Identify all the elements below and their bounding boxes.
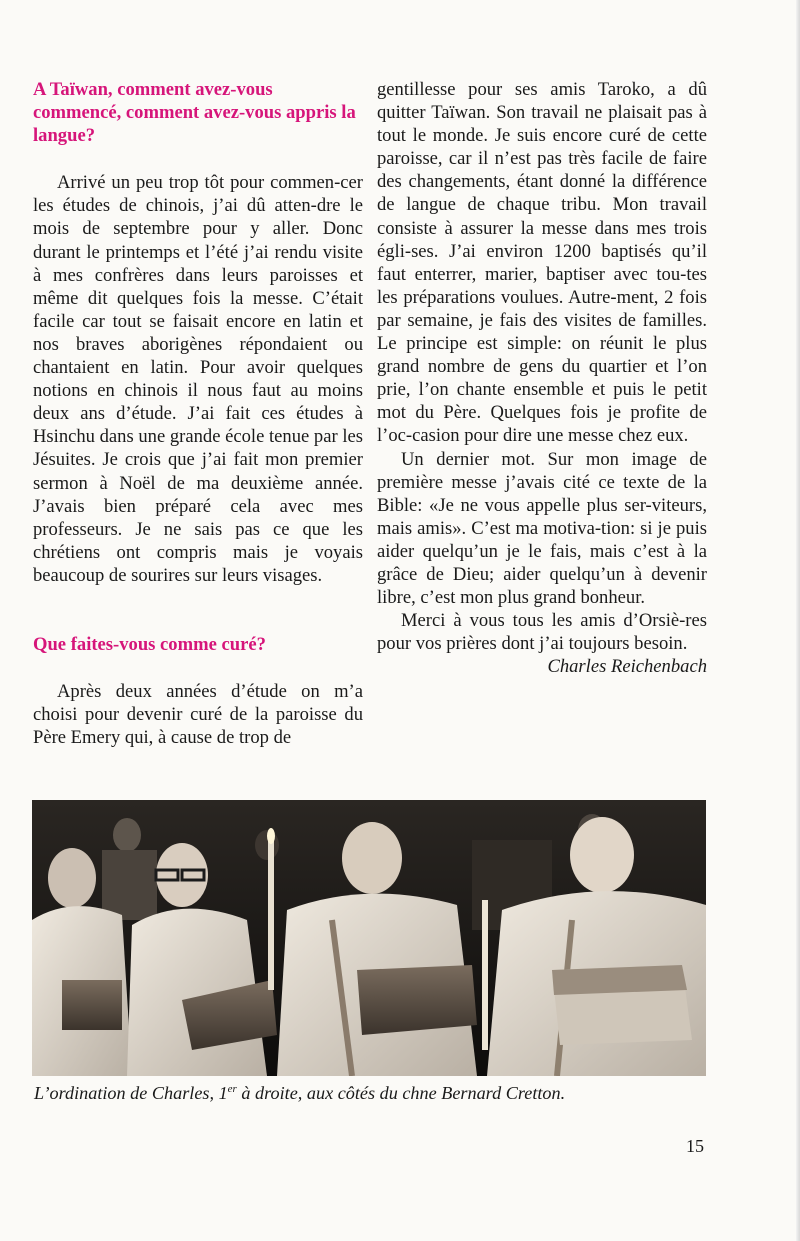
caption-text-start: L’ordination de Charles, 1 — [34, 1083, 228, 1104]
section-heading-langue: A Taïwan, comment avez-vous commencé, comment avez-vous appris la langue? — [33, 79, 356, 147]
section-heading-cure: Que faites-vous comme curé? — [33, 633, 266, 655]
caption-superscript: er — [227, 1083, 237, 1095]
right-column — [377, 78, 707, 678]
paragraph-arrivee: Arrivé un peu trop tôt pour commen-cer les études de chinois, j’ai dû atten-dre le mois de septembre pour y aller. Donc durant le printemps et l’été j’ai rendu visite à mes confrères dans leurs paroisses et même dit quelques fois la messe. C’était facile car tout se faisait encore en latin et nos braves aborigènes répondaient ou chantaient en latin. Pour avoir quelques notions en chinois il nous faut au moins deux ans d’étude. J’ai fait ces études à Hsinchu dans une grande école tenue par les Jésuites. Je crois que j’ai fait mon premier sermon à Noël de ma deuxième année. J’avais bien préparé cela avec mes professeurs. Je ne sais pas ce que les chrétiens ont compris mais je voyais beaucoup de sourires sur leurs visages. — [33, 172, 363, 586]
ordination-photo — [32, 800, 706, 1076]
ordination-photo-illustration — [32, 800, 706, 1076]
left-column — [33, 78, 363, 749]
paragraph-cure-continued: gentillesse pour ses amis Taroko, a dû quitter Taïwan. Son travail ne plaisait pas à tout le monde. Je suis encore curé de cette paroisse, car il n’est pas très facile de faire des changements, étant donné la différence de langue de chaque tribu. Mon travail consiste à assurer la messe dans mes trois égli-ses. J’ai environ 1200 baptisés qu’il faut enterrer, marier, baptiser avec tou-tes les préparations voulues. Autre-ment, 2 fois par semaine, je fais des visites de familles. Le principe est simple: on réunit le plus grand nombre de gens du quartier et l’on prie, l’on chante ensemble et puis le petit mot du Père. Quelques fois je profite de l’oc-casion pour dire une messe chez eux. — [377, 79, 707, 447]
paragraph-dernier-mot: Un dernier mot. Sur mon image de première messe j’avais cité ce texte de la Bible: «Je ne vous appelle plus ser-viteurs, mais amis». C’est ma motiva-tion: si je puis aider quelqu’un je le fais, mais c’est à la grâce de Dieu; aider quelqu’un à devenir libre, c’est mon plus grand bonheur. — [377, 448, 707, 609]
paragraph-merci: Merci à vous tous les amis d’Orsiè-res pour vos prières dont j’ai toujours besoin. — [377, 610, 707, 655]
photo-caption — [34, 1083, 734, 1104]
page-edge-shadow — [796, 0, 800, 1241]
author-signature: Charles Reichenbach — [547, 656, 707, 678]
page-number: 15 — [686, 1136, 704, 1156]
caption-text-end: à droite, aux côtés du chne Bernard Cretton. — [236, 1083, 566, 1104]
paragraph-cure: Après deux années d’étude on m’a choisi pour devenir curé de la paroisse du Père Emery qui, à cause de trop de — [33, 681, 363, 749]
